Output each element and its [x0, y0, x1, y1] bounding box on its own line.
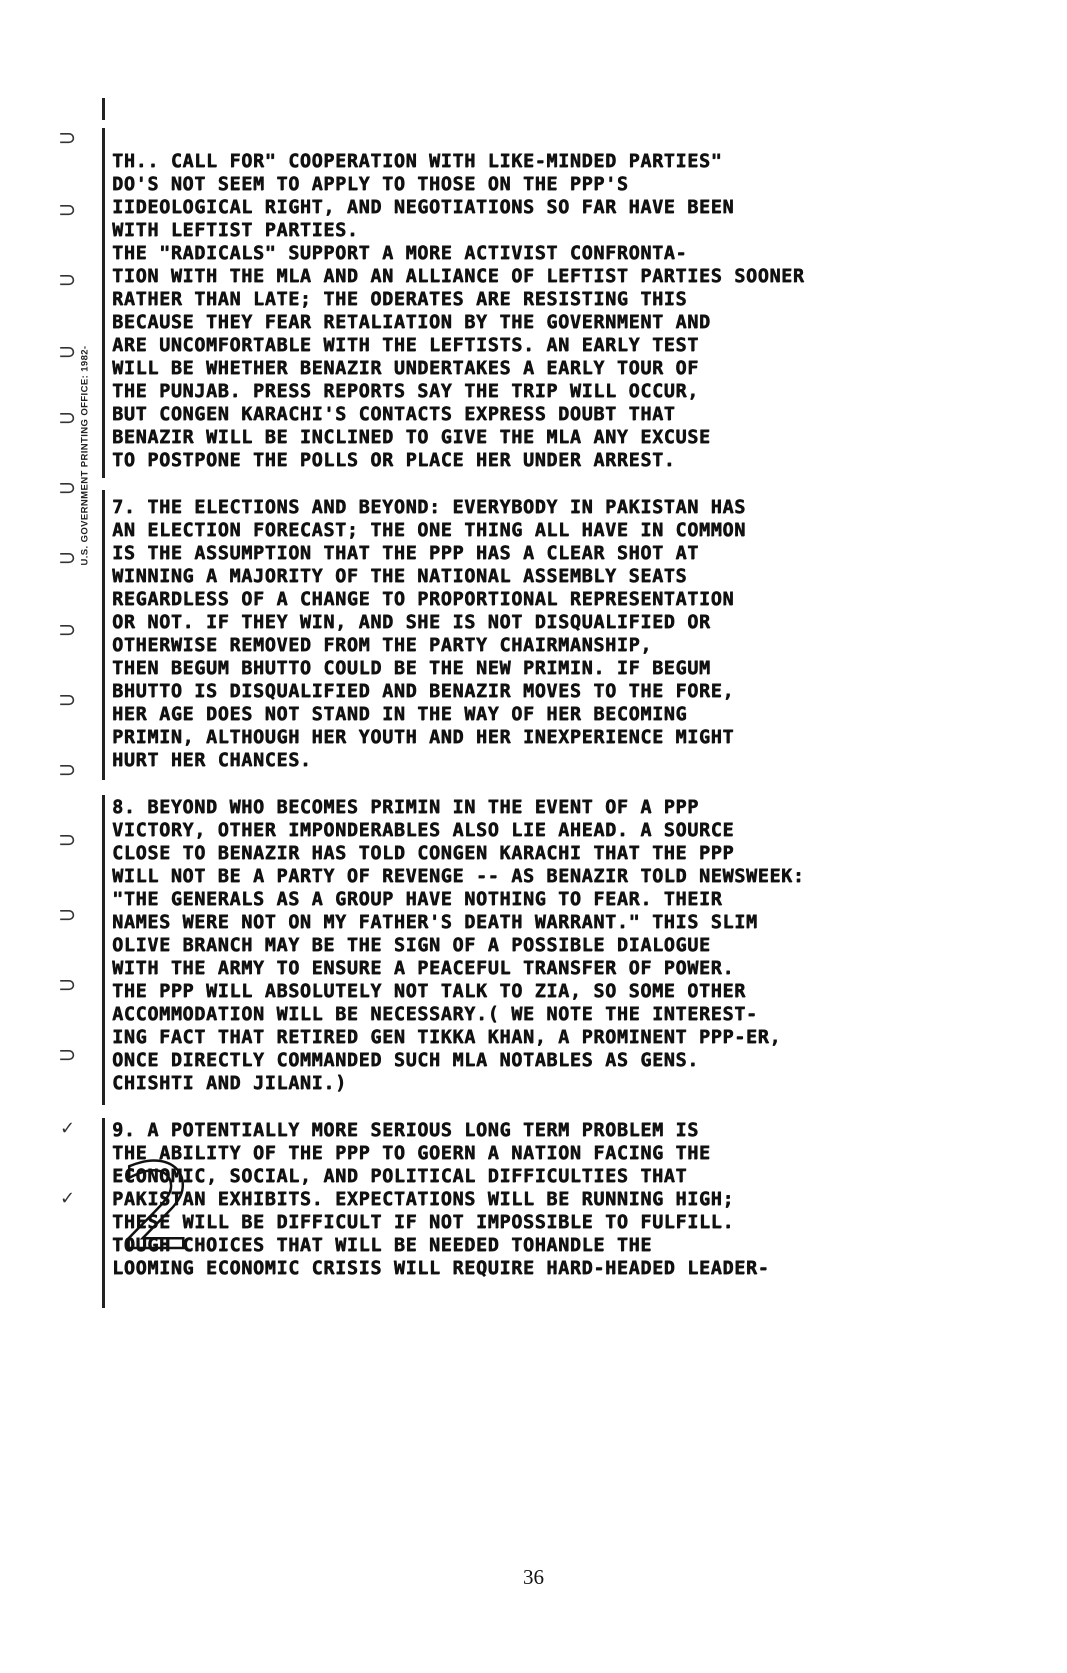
text-line: REGARDLESS OF A CHANGE TO PROPORTIONAL REPRESENTATION — [112, 589, 735, 610]
text-line: WITH THE ARMY TO ENSURE A PEACEFUL TRANSFER OF POWER. — [112, 958, 735, 979]
text-line: TH.. CALL FOR" COOPERATION WITH LIKE-MINDED PARTIES" — [112, 151, 723, 172]
binder-mark: ⊃ — [58, 126, 77, 151]
text-line: PRIMIN, ALTHOUGH HER YOUTH AND HER INEXPERIENCE MIGHT — [112, 727, 735, 748]
text-line: TO POSTPONE THE POLLS OR PLACE HER UNDER ARREST. — [112, 450, 676, 471]
text-line: 8. BEYOND WHO BECOMES PRIMIN IN THE EVENT OF A PPP — [112, 797, 699, 818]
text-line: ING FACT THAT RETIRED GEN TIKKA KHAN, A PROMINENT PPP-ER, — [112, 1027, 782, 1048]
text-line: 7. THE ELECTIONS AND BEYOND: EVERYBODY IN PAKISTAN HAS — [112, 497, 746, 518]
text-line: PAKISTAN EXHIBITS. EXPECTATIONS WILL BE RUNNING HIGH; — [112, 1189, 735, 1210]
text-line: BHUTTO IS DISQUALIFIED AND BENAZIR MOVES TO THE FORE, — [112, 681, 735, 702]
text-line: CLOSE TO BENAZIR HAS TOLD CONGEN KARACHI THAT THE PPP — [112, 843, 735, 864]
binder-mark: ⊃ — [58, 688, 77, 713]
text-line: LOOMING ECONOMIC CRISIS WILL REQUIRE HARD-HEADED LEADER- — [112, 1258, 770, 1279]
text-line: OLIVE BRANCH MAY BE THE SIGN OF A POSSIBLE DIALOGUE — [112, 935, 711, 956]
text-line: RATHER THAN LATE; THE ODERATES ARE RESISTING THIS — [112, 289, 688, 310]
margin-rule — [102, 795, 105, 1105]
paragraph — [112, 1119, 942, 1280]
text-line: ONCE DIRECTLY COMMANDED SUCH MLA NOTABLES AS GENS. — [112, 1050, 699, 1071]
text-line: THE "RADICALS" SUPPORT A MORE ACTIVIST CONFRONTA- — [112, 243, 688, 264]
cable-body — [112, 150, 942, 1280]
binder-mark: ⊃ — [58, 903, 77, 928]
margin-rule — [102, 1118, 105, 1308]
text-line: ECONOMIC, SOCIAL, AND POLITICAL DIFFICULTIES THAT — [112, 1166, 688, 1187]
text-line: THE PPP WILL ABSOLUTELY NOT TALK TO ZIA, SO SOME OTHER — [112, 981, 746, 1002]
text-line: THE PUNJAB. PRESS REPORTS SAY THE TRIP WILL OCCUR, — [112, 381, 699, 402]
text-line: VICTORY, OTHER IMPONDERABLES ALSO LIE AHEAD. A SOURCE — [112, 820, 735, 841]
text-line: OTHERWISE REMOVED FROM THE PARTY CHAIRMANSHIP, — [112, 635, 652, 656]
paragraph — [112, 796, 942, 1095]
paragraph — [112, 150, 942, 472]
text-line: THESE WILL BE DIFFICULT IF NOT IMPOSSIBLE TO FULFILL. — [112, 1212, 735, 1233]
text-line: OR NOT. IF THEY WIN, AND SHE IS NOT DISQUALIFIED OR — [112, 612, 711, 633]
text-line: WILL BE WHETHER BENAZIR UNDERTAKES A EARLY TOUR OF — [112, 358, 699, 379]
text-line: THEN BEGUM BHUTTO COULD BE THE NEW PRIMIN. IF BEGUM — [112, 658, 711, 679]
binder-mark: ⊃ — [58, 340, 77, 365]
text-line: DO'S NOT SEEM TO APPLY TO THOSE ON THE PPP'S — [112, 174, 629, 195]
printing-office-text: U.S. GOVERNMENT PRINTING OFFICE: 1982- — [79, 344, 91, 566]
paragraph — [112, 496, 942, 772]
binder-mark: ⊃ — [58, 476, 77, 501]
text-line: BECAUSE THEY FEAR RETALIATION BY THE GOVERNMENT AND — [112, 312, 711, 333]
text-line: HURT HER CHANCES. — [112, 750, 312, 771]
check-mark: ✓ — [60, 1118, 76, 1139]
text-line: IIDEOLOGICAL RIGHT, AND NEGOTIATIONS SO FAR HAVE BEEN — [112, 197, 735, 218]
binder-mark: ⊃ — [58, 828, 77, 853]
binder-mark: ⊃ — [58, 406, 77, 431]
text-line: HER AGE DOES NOT STAND IN THE WAY OF HER BECOMING — [112, 704, 688, 725]
binder-mark: ⊃ — [58, 618, 77, 643]
binder-mark: ⊃ — [58, 758, 77, 783]
text-line: BENAZIR WILL BE INCLINED TO GIVE THE MLA ANY EXCUSE — [112, 427, 711, 448]
text-line: CHISHTI AND JILANI.) — [112, 1073, 347, 1094]
check-mark: ✓ — [60, 1188, 76, 1209]
binder-mark: ⊃ — [58, 268, 77, 293]
margin-rule — [102, 128, 105, 478]
text-line: BUT CONGEN KARACHI'S CONTACTS EXPRESS DOUBT THAT — [112, 404, 676, 425]
binder-mark: ⊃ — [58, 1043, 77, 1068]
text-line: "THE GENERALS AS A GROUP HAVE NOTHING TO FEAR. THEIR — [112, 889, 723, 910]
binder-mark: ⊃ — [58, 973, 77, 998]
page-number: 36 — [523, 1565, 544, 1589]
paragraph-gap — [112, 772, 942, 796]
text-line: ACCOMMODATION WILL BE NECESSARY.( WE NOTE THE INTEREST- — [112, 1004, 758, 1025]
text-line: WINNING A MAJORITY OF THE NATIONAL ASSEMBLY SEATS — [112, 566, 688, 587]
text-line: 9. A POTENTIALLY MORE SERIOUS LONG TERM PROBLEM IS — [112, 1120, 699, 1141]
text-line: TION WITH THE MLA AND AN ALLIANCE OF LEFTIST PARTIES SOONER — [112, 266, 805, 287]
text-line: WITH LEFTIST PARTIES. — [112, 220, 359, 241]
paragraph-gap — [112, 1095, 942, 1119]
margin-rule — [102, 98, 105, 120]
margin-rule — [102, 490, 105, 780]
binder-mark: ⊃ — [58, 198, 77, 223]
text-line: TOUGH CHOICES THAT WILL BE NEEDED TOHANDLE THE — [112, 1235, 652, 1256]
text-line: AN ELECTION FORECAST; THE ONE THING ALL HAVE IN COMMON — [112, 520, 746, 541]
stamp-digit: 2 — [120, 1138, 196, 1276]
binder-mark: ⊃ — [58, 546, 77, 571]
paragraph-gap — [112, 472, 942, 496]
text-line: IS THE ASSUMPTION THAT THE PPP HAS A CLEAR SHOT AT — [112, 543, 699, 564]
printing-office-label — [76, 270, 94, 640]
text-line: THE ABILITY OF THE PPP TO GOERN A NATION FACING THE — [112, 1143, 711, 1164]
text-line: NAMES WERE NOT ON MY FATHER'S DEATH WARRANT." THIS SLIM — [112, 912, 758, 933]
text-line: WILL NOT BE A PARTY OF REVENGE -- AS BENAZIR TOLD NEWSWEEK: — [112, 866, 805, 887]
text-line: ARE UNCOMFORTABLE WITH THE LEFTISTS. AN EARLY TEST — [112, 335, 699, 356]
